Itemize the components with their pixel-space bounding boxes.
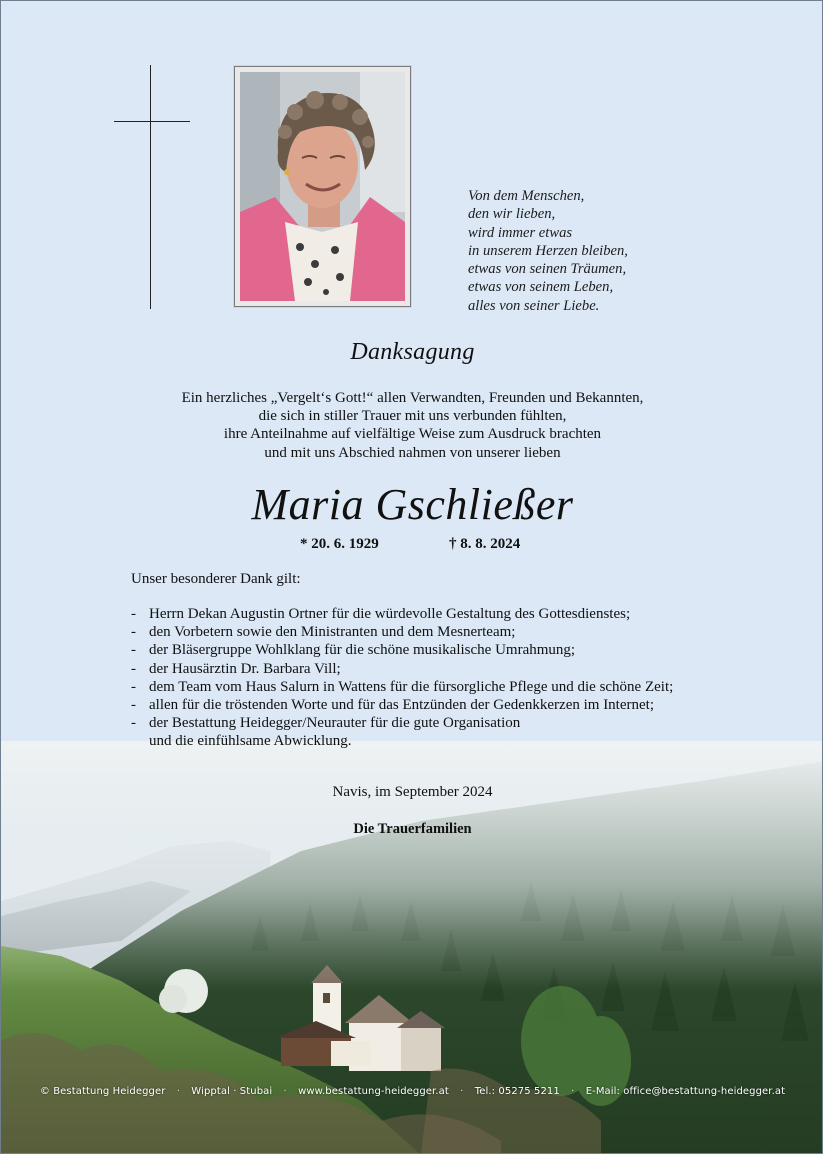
footer-separator: ·	[283, 1086, 287, 1097]
poem-line: den wir lieben,	[468, 206, 556, 223]
signature: Die Trauerfamilien	[353, 821, 472, 837]
intro-text	[1, 389, 823, 462]
footer-website[interactable]: www.bestattung-heidegger.at	[298, 1086, 449, 1097]
list-dash: -	[131, 624, 136, 641]
birth-date: * 20. 6. 1929	[300, 536, 379, 552]
list-dash: -	[131, 660, 136, 677]
footer-separator: ·	[460, 1086, 464, 1097]
poem-line: alles von seiner Liebe.	[468, 297, 600, 314]
footer-separator: ·	[571, 1086, 575, 1097]
footer-copyright: © Bestattung Heidegger	[39, 1086, 166, 1097]
footer-phone: Tel.: 05275 5211	[474, 1086, 560, 1097]
cross-icon	[150, 65, 151, 309]
thanks-list	[131, 605, 673, 751]
portrait-frame	[234, 66, 411, 307]
footer-separator: ·	[176, 1086, 181, 1097]
list-dash: -	[131, 715, 136, 732]
poem	[468, 187, 728, 315]
list-dash: -	[131, 697, 136, 714]
poem-line: in unserem Herzen bleiben,	[468, 242, 628, 259]
footer-region: Wipptal · Stubai	[191, 1086, 273, 1097]
page-title: Danksagung	[350, 339, 475, 365]
intro-line: die sich in stiller Trauer mit uns verbunden fühlten,	[258, 408, 567, 425]
intro-line: ihre Anteilnahme auf vielfältige Weise zum Ausdruck brachten	[223, 426, 602, 443]
list-dash: -	[131, 606, 136, 622]
list-item: - allen für die tröstenden Worte und für das Entzünden der Gedenkkerzen im Internet;	[131, 697, 654, 714]
list-item-continuation: und die einfühlsame Abwicklung.	[149, 733, 352, 750]
poem-line: wird immer etwas	[468, 224, 573, 241]
portrait-photo	[240, 72, 405, 301]
list-item: - der Bläsergruppe Wohlklang für die schöne musikalische Umrahmung;	[131, 642, 576, 659]
poem-line: Von dem Menschen,	[468, 188, 585, 204]
list-dash: -	[131, 642, 136, 659]
death-date: † 8. 8. 2024	[449, 536, 521, 552]
list-item: - der Bestattung Heidegger/Neurauter für die gute Organisation	[131, 715, 521, 732]
list-item: - Herrn Dekan Augustin Ortner für die würdevolle Gestaltung des Gottesdienstes;	[131, 606, 631, 622]
cross-icon-bar	[114, 121, 190, 122]
place-date: Navis, im September 2024	[332, 784, 493, 800]
poem-line: etwas von seinen Träumen,	[468, 261, 627, 278]
thanks-intro: Unser besonderer Dank gilt:	[131, 571, 301, 587]
list-item: - der Hausärztin Dr. Barbara Vill;	[131, 660, 341, 677]
footer	[1, 1086, 823, 1097]
intro-line: und mit uns Abschied nahmen von unserer lieben	[264, 444, 561, 461]
footer-email[interactable]: E-Mail: office@bestattung-heidegger.at	[585, 1086, 786, 1097]
list-dash: -	[131, 678, 136, 695]
intro-line: Ein herzliches „Vergelt‘s Gott!“ allen Verwandten, Freunden und Bekannten,	[181, 390, 644, 406]
poem-line: etwas von seinem Leben,	[468, 279, 614, 296]
deceased-name: Maria Gschließer	[251, 480, 574, 529]
list-item: - den Vorbetern sowie den Ministranten und dem Mesnerteam;	[131, 624, 516, 641]
list-item: - dem Team vom Haus Salurn in Wattens für die fürsorgliche Pflege und die schöne Zeit;	[131, 678, 674, 695]
